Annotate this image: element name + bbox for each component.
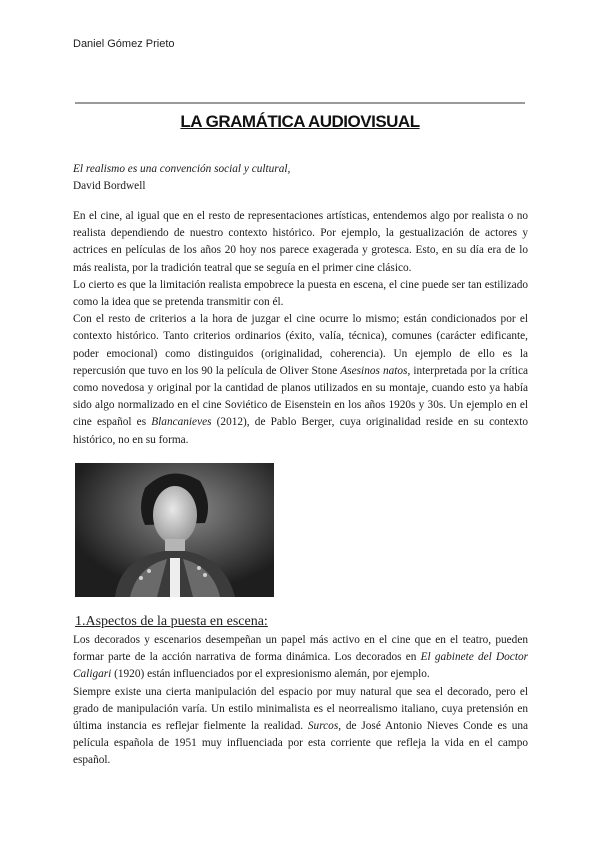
intro-text [73,208,528,449]
film-title: Blancanieves [151,416,212,429]
text-run: (1920) están influenciados por el expresionismo alemán, por ejemplo. [111,668,430,681]
photo-illustration [75,463,274,597]
film-title: Surcos [307,720,339,733]
epigraph-attribution: David Bordwell [73,180,146,193]
intro-paragraph-1: En el cine, al igual que en el resto de representaciones artísticas, entendemos algo por realista o no realista dependiendo de nuestro contexto histórico. Por ejemplo, la gestualización de actores y actrices en películas de los años 20 hoy nos parece exagerada y grotesca. Esto, en su día era de lo más realista, por la tradición teatral que se seguía en el primer cine clásico. [73,210,528,274]
page-title: LA GRAMÁTICA AUDIOVISUAL [180,112,420,131]
film-still-photo [75,463,274,597]
film-title: Asesinos natos [340,364,408,377]
film-title: El gabinete del Doctor Caligari [73,651,529,681]
text-run: Con el resto de criterios a la hora de juzgar el cine ocurre lo mismo; están condicionados por el contexto histórico. Tanto criterios ordinarios (éxito, valía, técnica), comunes (carácter edificante, poder emocional) como distinguidos (originalidad, coherencia). Un ejemplo de ello es la repercusión que tuvo en los 90 la película de Oliver Stone [73,313,528,377]
section-text [73,632,528,770]
section-heading: 1.Aspectos de la puesta en escena: [75,614,268,629]
epigraph-quote: El realismo es una convención social y cultural, [73,163,291,175]
intro-paragraph-2: Lo cierto es que la limitación realista empobrece la puesta en escena, el cine puede ser tan estilizado como la idea que se pretenda transmitir con él. [73,278,528,309]
text-run: , interpretada por la crítica como novedosa y original por la cantidad de planos utilizados en su montaje, cuando esto ya había sido algo normalizado en el cine Soviético de Eisenstein en los años 1920s y 30s. Un ejemplo en el cine español es [73,364,528,429]
text-run: Siempre existe una cierta manipulación del espacio por muy natural que sea el decorado, pero el grado de manipulación varía. Un estilo minimalista es el neorrealismo italiano, cuya pretensión en última instancia es reflejar fielmente la realidad. [73,685,528,733]
text-run: (2012), de Pablo Berger, cuya originalidad reside en su contexto histórico, no en su forma. [73,416,528,446]
intro-paragraph-3 [73,311,528,449]
author-name: Daniel Gómez Prieto [73,38,175,50]
text-run: , de José Antonio Nieves Conde es una película española de 1951 muy influenciada por esta corriente que refleja la vida en el campo español. [73,720,528,767]
horizontal-rule [75,102,525,104]
epigraph [73,161,528,195]
section-paragraph-1 [73,632,528,684]
text-run: Los decorados y escenarios desempeñan un papel más activo en el cine que en el teatro, pueden formar parte de la acción narrativa de forma dinámica. Los decorados en [73,634,528,664]
section-paragraph-2 [73,684,528,770]
